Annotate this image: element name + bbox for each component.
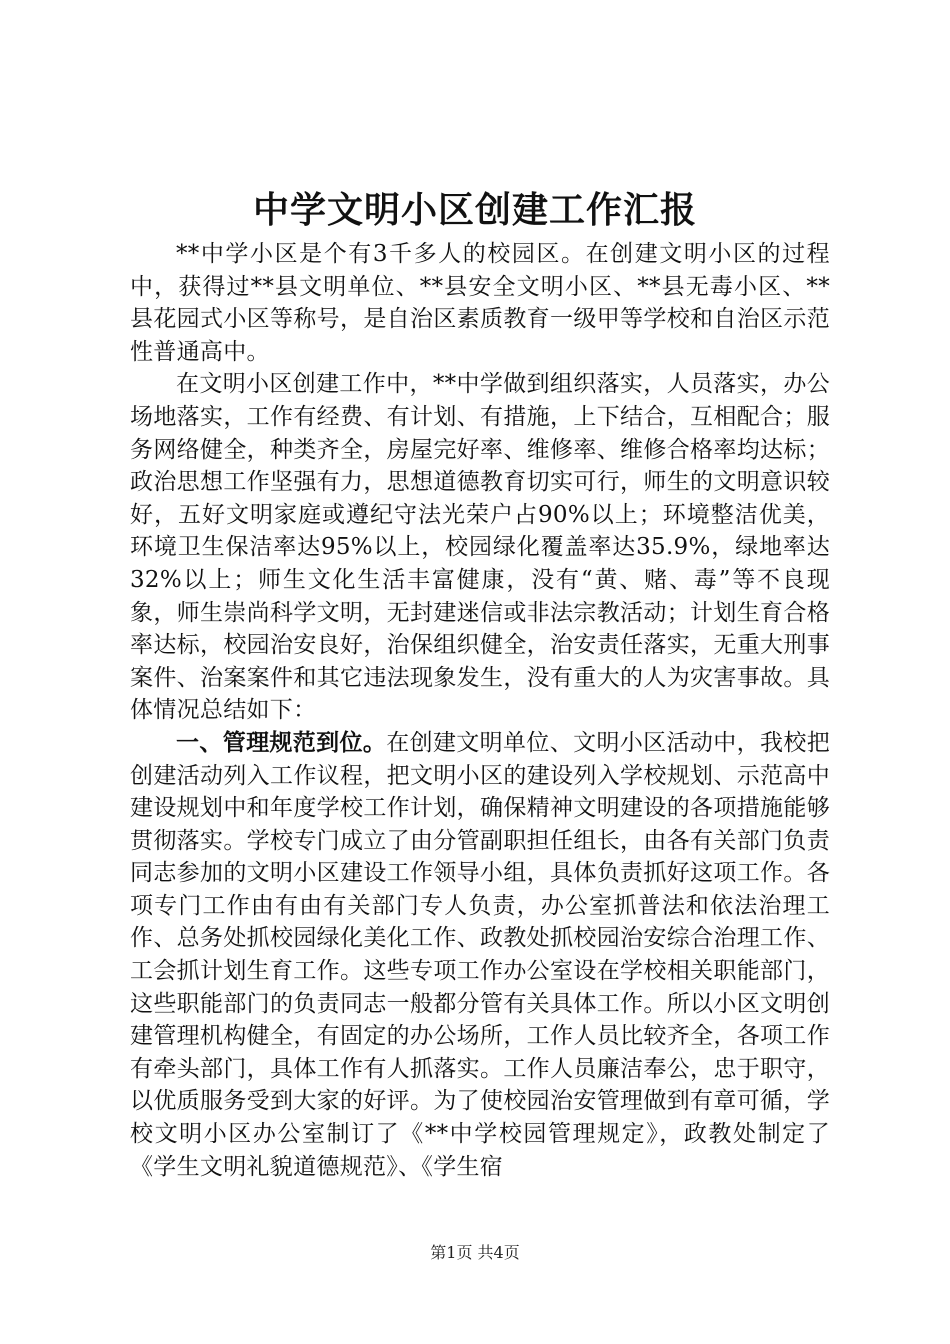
page-footer: 第1页 共4页 bbox=[430, 1243, 520, 1262]
document-title: 中学文明小区创建工作汇报 bbox=[252, 189, 697, 231]
document-body bbox=[130, 238, 830, 1183]
paragraph-overview: 在文明小区创建工作中，**中学做到组织落实，人员落实，办公场地落实，工作有经费、有计划、有措施，上下结合，互相配合；服务网络健全，种类齐全，房屋完好率、维修率、维修合格率均达标；政治思想工作坚强有力，思想道德教育切实可行，师生的文明意识较好，五好文明家庭或遵纪守法光荣户占90%以上；环境整洁优美，环境卫生保洁率达95%以上，校园绿化覆盖率达35.9%，绿地率达32%以上；师生文化生活丰富健康，没有“黄、赌、毒”等不良现象，师生崇尚科学文明，无封建迷信或非法宗教活动；计划生育合格率达标，校园治安良好，治保组织健全，治安责任落实，无重大刑事案件、治案案件和其它违法现象发生，没有重大的人为灾害事故。具体情况总结如下： bbox=[130, 371, 830, 724]
section-1-text: 在创建文明单位、文明小区活动中，我校把创建活动列入工作议程，把文明小区的建设列入学校规划、示范高中建设规划中和年度学校工作计划，确保精神文明建设的各项措施能够贯彻落实。学校专门成立了由分管副职担任组长，由各有关部门负责同志参加的文明小区建设工作领导小组，具体负责抓好这项工作。各项专门工作由有由有关部门专人负责，办公室抓普法和依法治理工作、总务处抓校园绿化美化工作、政教处抓校园治安综合治理工作、工会抓计划生育工作。这些专项工作办公室设在学校相关职能部门，这些职能部门的负责同志一般都分管有关具体工作。所以小区文明创建管理机构健全，有固定的办公场所，工作人员比较齐全，各项工作有牵头部门，具体工作有人抓落实。工作人员廉洁奉公，忠于职守，以优质服务受到大家的好评。为了使校园治安管理做到有章可循，学校文明小区办公室制订了《**中学校园管理规定》，政教处制定了《学生文明礼貌道德规范》、《学生宿 bbox=[130, 729, 830, 1180]
paragraph-intro: **中学小区是个有3千多人的校园区。在创建文明小区的过程中，获得过**县文明单位、**县安全文明小区、**县无毒小区、**县花园式小区等称号，是自治区素质教育一级甲等学校和自治区示范性普通高中。 bbox=[130, 241, 830, 365]
section-1-heading: 一、管理规范到位。 bbox=[176, 728, 387, 756]
paragraph-section-1 bbox=[130, 727, 830, 1183]
